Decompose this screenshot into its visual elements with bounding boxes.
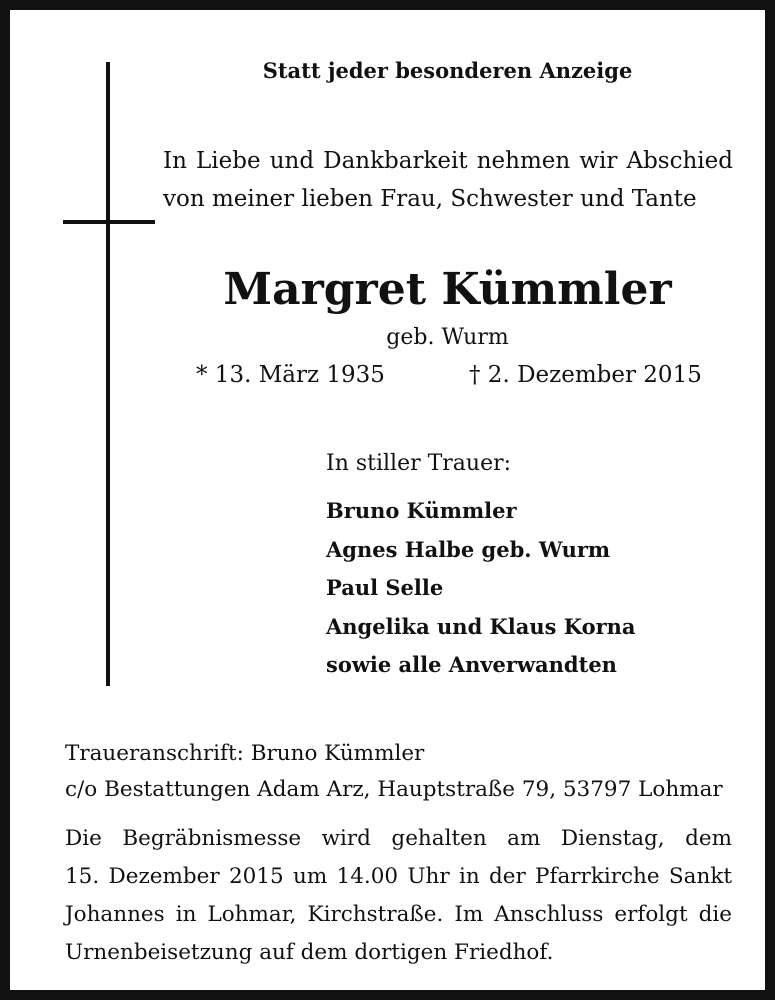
address-line-2: c/o Bestattungen Adam Arz, Hauptstraße 79, 53797 Lohmar [65,777,723,802]
mourner-name: Agnes Halbe geb. Wurm [326,536,611,562]
birth-date: * 13. März 1935 [196,362,385,388]
cross-icon-horizontal-bar [63,220,155,224]
maiden-name: geb. Wurm [386,325,509,350]
service-line-3: Johannes in Lohmar, Kirchstraße. Im Anschluss erfolgt die [65,902,732,927]
service-details [65,820,732,972]
cross-icon-vertical-bar [106,62,110,686]
death-date: † 2. Dezember 2015 [469,362,702,388]
deceased-name: Margret Kümmler [223,264,672,315]
service-line-4: Urnenbeisetzung auf dem dortigen Friedhof. [65,940,554,965]
intro-text [163,142,733,218]
service-line-1: Die Begräbnismesse wird gehalten am Dienstag, dem [65,826,732,851]
mourning-label: In stiller Trauer: [326,451,512,476]
intro-line-1: In Liebe und Dankbarkeit nehmen wir Abschied [163,148,733,174]
mourners-list [326,492,636,685]
service-line-2: 15. Dezember 2015 um 14.00 Uhr in der Pfarrkirche Sankt [65,864,732,889]
mourner-name: Angelika und Klaus Korna [326,613,636,639]
mourner-name: Paul Selle [326,575,444,600]
mourner-name: Bruno Kümmler [326,498,517,523]
mourner-name: sowie alle Anverwandten [326,652,617,677]
mourning-address [65,736,735,808]
intro-line-2: von meiner lieben Frau, Schwester und Tante [163,186,697,212]
notice-headline: Statt jeder besonderen Anzeige [262,58,633,83]
address-line-1: Traueranschrift: Bruno Kümmler [65,741,425,766]
